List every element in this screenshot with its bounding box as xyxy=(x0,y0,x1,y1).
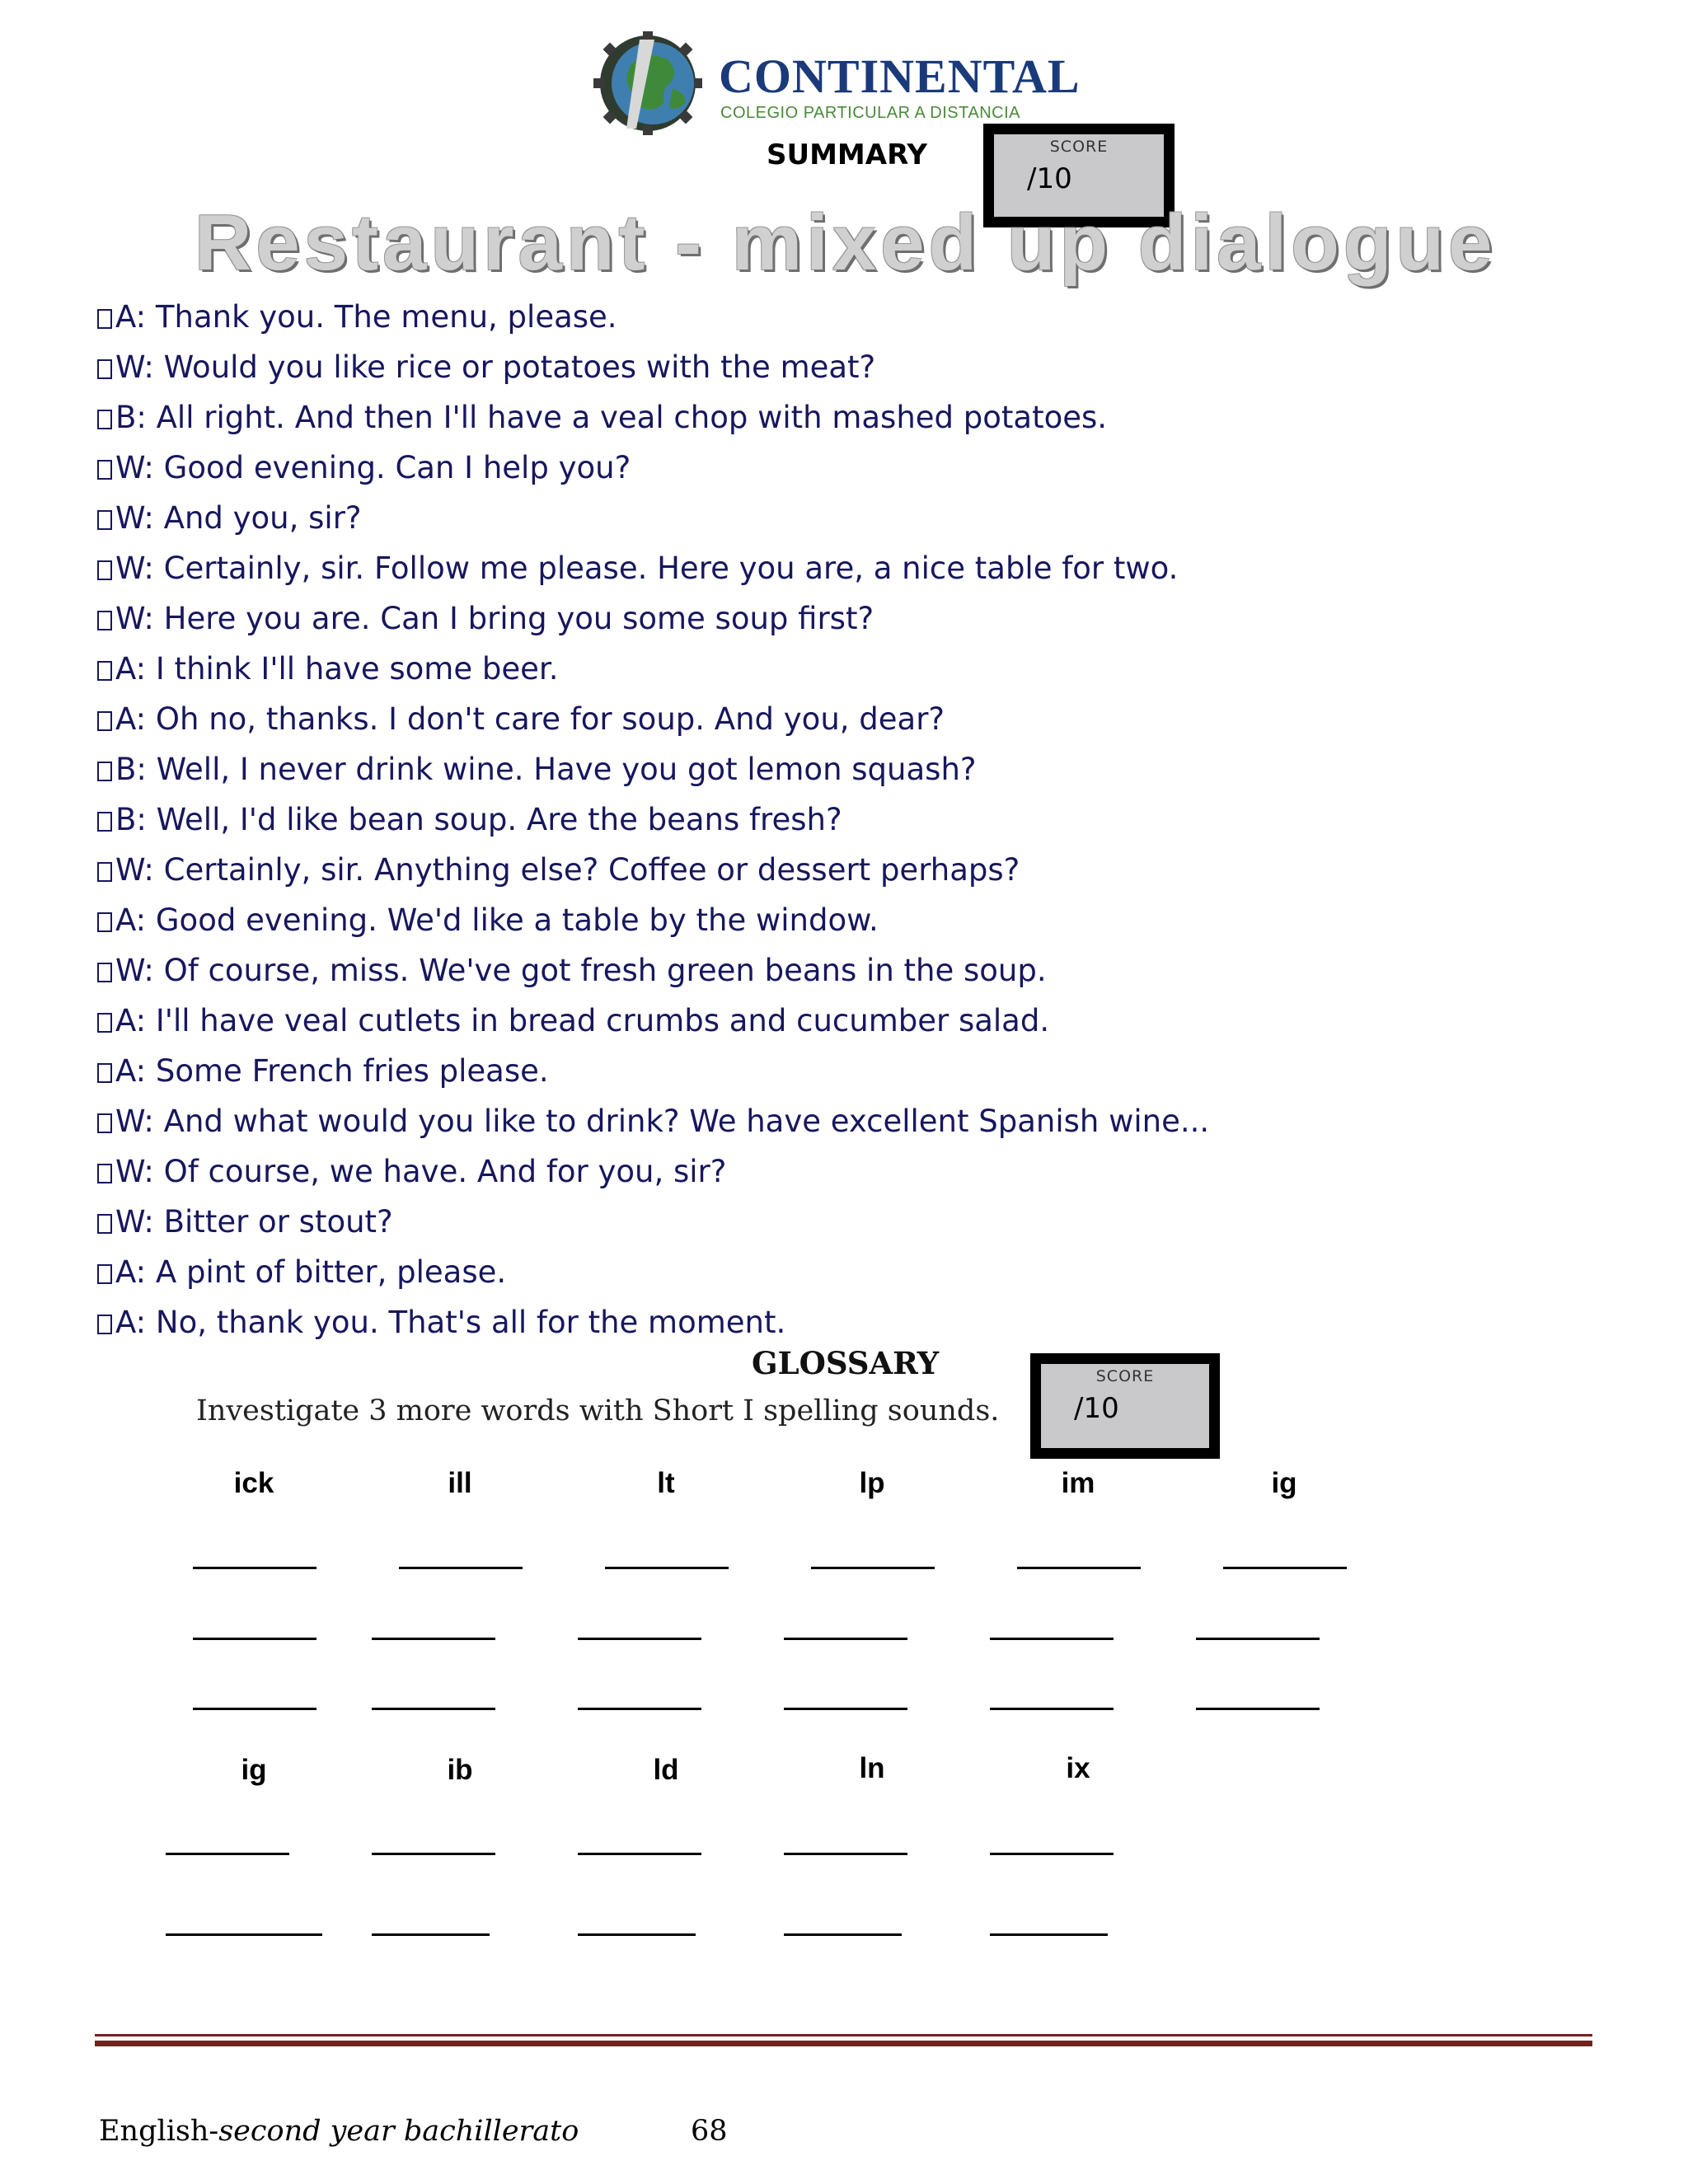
answer-blank[interactable] xyxy=(1223,1567,1347,1569)
dialogue-line xyxy=(97,794,1209,845)
dialogue-text: W: Certainly, sir. Anything else? Coffee or dessert perhaps? xyxy=(115,852,1020,888)
dialogue-line xyxy=(97,342,1209,392)
dialogue-line xyxy=(97,1146,1209,1197)
column-label: ld xyxy=(653,1754,679,1786)
answer-blank[interactable] xyxy=(1196,1638,1320,1640)
checkbox-icon xyxy=(97,611,112,630)
checkbox-icon xyxy=(97,711,112,731)
page-number: 68 xyxy=(691,2115,728,2148)
dialogue-text: W: Would you like rice or potatoes with the meat? xyxy=(115,349,876,385)
dialogue-line xyxy=(97,1096,1209,1146)
column-label: ill xyxy=(448,1467,472,1499)
dialogue-line xyxy=(97,1297,1209,1347)
footer-divider xyxy=(95,2034,1592,2036)
column-label: ig xyxy=(241,1754,267,1786)
checkbox-icon xyxy=(97,1264,112,1284)
answer-blank[interactable] xyxy=(399,1567,523,1569)
answer-blank[interactable] xyxy=(990,1708,1114,1710)
answer-blank[interactable] xyxy=(784,1638,907,1640)
answer-blank[interactable] xyxy=(166,1853,289,1855)
dialogue-line xyxy=(97,543,1209,593)
checkbox-icon xyxy=(97,1013,112,1033)
dialogue-line xyxy=(97,1247,1209,1297)
glossary-instruction: Investigate 3 more words with Short I spelling sounds. xyxy=(196,1394,1000,1427)
checkbox-icon xyxy=(97,510,112,530)
dialogue-line xyxy=(97,1197,1209,1247)
answer-blank[interactable] xyxy=(166,1933,322,1936)
dialogue-text: W: Bitter or stout? xyxy=(115,1204,393,1240)
checkbox-icon xyxy=(97,1063,112,1083)
dialogue-text: A: Some French fries please. xyxy=(115,1053,549,1089)
checkbox-icon xyxy=(97,1113,112,1133)
checkbox-icon xyxy=(97,309,112,329)
dialogue-text: A: Thank you. The menu, please. xyxy=(115,299,617,335)
dialogue-text: W: Of course, we have. And for you, sir? xyxy=(115,1154,727,1189)
answer-blank[interactable] xyxy=(990,1933,1108,1936)
checkbox-icon xyxy=(97,963,112,982)
dialogue-line xyxy=(97,1046,1209,1096)
checkbox-icon xyxy=(97,1315,112,1334)
dialogue-line xyxy=(97,593,1209,644)
score-label: SCORE xyxy=(1049,138,1109,156)
checkbox-icon xyxy=(97,812,112,832)
school-logo xyxy=(582,31,1081,135)
dialogue-text: A: No, thank you. That's all for the moment. xyxy=(115,1305,786,1340)
column-label: ix xyxy=(1066,1752,1090,1784)
dialogue-line xyxy=(97,945,1209,996)
dialogue-text: W: And what would you like to drink? We have excellent Spanish wine... xyxy=(115,1104,1210,1139)
answer-blank[interactable] xyxy=(784,1933,902,1936)
answer-blank[interactable] xyxy=(784,1708,907,1710)
answer-blank[interactable] xyxy=(990,1853,1114,1855)
checkbox-icon xyxy=(97,410,112,429)
column-label: ig xyxy=(1271,1467,1297,1499)
dialogue-line xyxy=(97,694,1209,744)
checkbox-icon xyxy=(97,1214,112,1234)
answer-blank[interactable] xyxy=(784,1853,907,1855)
column-label: im xyxy=(1061,1467,1095,1499)
score-value: /10 xyxy=(1074,1392,1119,1425)
dialogue-text: A: Oh no, thanks. I don't care for soup. And you, dear? xyxy=(115,701,945,737)
footer-subject-main: English- xyxy=(99,2115,219,2148)
answer-blank[interactable] xyxy=(578,1638,701,1640)
score-value: /10 xyxy=(1027,162,1072,195)
answer-blank[interactable] xyxy=(372,1853,495,1855)
checkbox-icon xyxy=(97,661,112,681)
column-label: lp xyxy=(859,1467,885,1499)
brand-name: CONTINENTAL xyxy=(719,49,1081,103)
dialogue-line xyxy=(97,493,1209,543)
answer-blank[interactable] xyxy=(193,1567,316,1569)
checkbox-icon xyxy=(97,560,112,580)
dialogue-text: W: And you, sir? xyxy=(115,500,362,536)
answer-blank[interactable] xyxy=(193,1638,316,1640)
glossary-score-box xyxy=(1030,1353,1220,1459)
answer-blank[interactable] xyxy=(990,1638,1114,1640)
dialogue-text: W: Certainly, sir. Follow me please. Here you are, a nice table for two. xyxy=(115,551,1179,586)
column-label: lt xyxy=(657,1467,675,1499)
checkbox-icon xyxy=(97,762,112,781)
checkbox-icon xyxy=(97,359,112,379)
section-label: SUMMARY xyxy=(767,138,928,171)
footer-subject-italic: second year bachillerato xyxy=(218,2115,579,2148)
dialogue-text: A: A pint of bitter, please. xyxy=(115,1254,507,1290)
dialogue-line xyxy=(97,644,1209,694)
dialogue-text: A: I'll have veal cutlets in bread crumbs and cucumber salad. xyxy=(115,1003,1050,1038)
footer-subject xyxy=(99,2115,579,2148)
dialogue-line xyxy=(97,845,1209,895)
column-label: ick xyxy=(233,1467,274,1499)
dialogue-list xyxy=(97,292,1209,1347)
checkbox-icon xyxy=(97,912,112,932)
glossary-heading: GLOSSARY xyxy=(752,1345,940,1381)
dialogue-text: A: Good evening. We'd like a table by the window. xyxy=(115,902,879,938)
answer-blank[interactable] xyxy=(372,1638,495,1640)
score-label: SCORE xyxy=(1095,1367,1155,1385)
answer-blank[interactable] xyxy=(811,1567,935,1569)
dialogue-text: B: All right. And then I'll have a veal chop with mashed potatoes. xyxy=(115,400,1108,435)
globe-gear-icon xyxy=(582,31,714,135)
page-title: Restaurant - mixed up dialogue xyxy=(195,199,1497,287)
answer-blank[interactable] xyxy=(193,1708,316,1710)
answer-blank[interactable] xyxy=(605,1567,729,1569)
dialogue-text: W: Of course, miss. We've got fresh green beans in the soup. xyxy=(115,953,1047,988)
dialogue-line xyxy=(97,996,1209,1046)
answer-blank[interactable] xyxy=(578,1933,696,1936)
column-label: ln xyxy=(859,1752,885,1784)
dialogue-text: W: Here you are. Can I bring you some soup first? xyxy=(115,601,874,636)
dialogue-text: B: Well, I'd like bean soup. Are the beans fresh? xyxy=(115,802,842,837)
checkbox-icon xyxy=(97,862,112,882)
answer-blank[interactable] xyxy=(578,1853,701,1855)
answer-blank[interactable] xyxy=(1196,1708,1320,1710)
answer-blank[interactable] xyxy=(372,1708,495,1710)
brand-subtitle: COLEGIO PARTICULAR A DISTANCIA xyxy=(720,104,1020,122)
dialogue-text: A: I think I'll have some beer. xyxy=(115,651,559,687)
checkbox-icon xyxy=(97,1164,112,1183)
dialogue-line xyxy=(97,292,1209,342)
dialogue-text: B: Well, I never drink wine. Have you got lemon squash? xyxy=(115,752,977,787)
dialogue-line xyxy=(97,744,1209,794)
dialogue-line xyxy=(97,895,1209,945)
dialogue-line xyxy=(97,443,1209,493)
column-label: ib xyxy=(447,1754,473,1786)
dialogue-line xyxy=(97,392,1209,443)
dialogue-text: W: Good evening. Can I help you? xyxy=(115,450,631,485)
answer-blank[interactable] xyxy=(1017,1567,1141,1569)
answer-blank[interactable] xyxy=(578,1708,701,1710)
checkbox-icon xyxy=(97,460,112,480)
footer-divider xyxy=(95,2041,1592,2046)
answer-blank[interactable] xyxy=(372,1933,490,1936)
